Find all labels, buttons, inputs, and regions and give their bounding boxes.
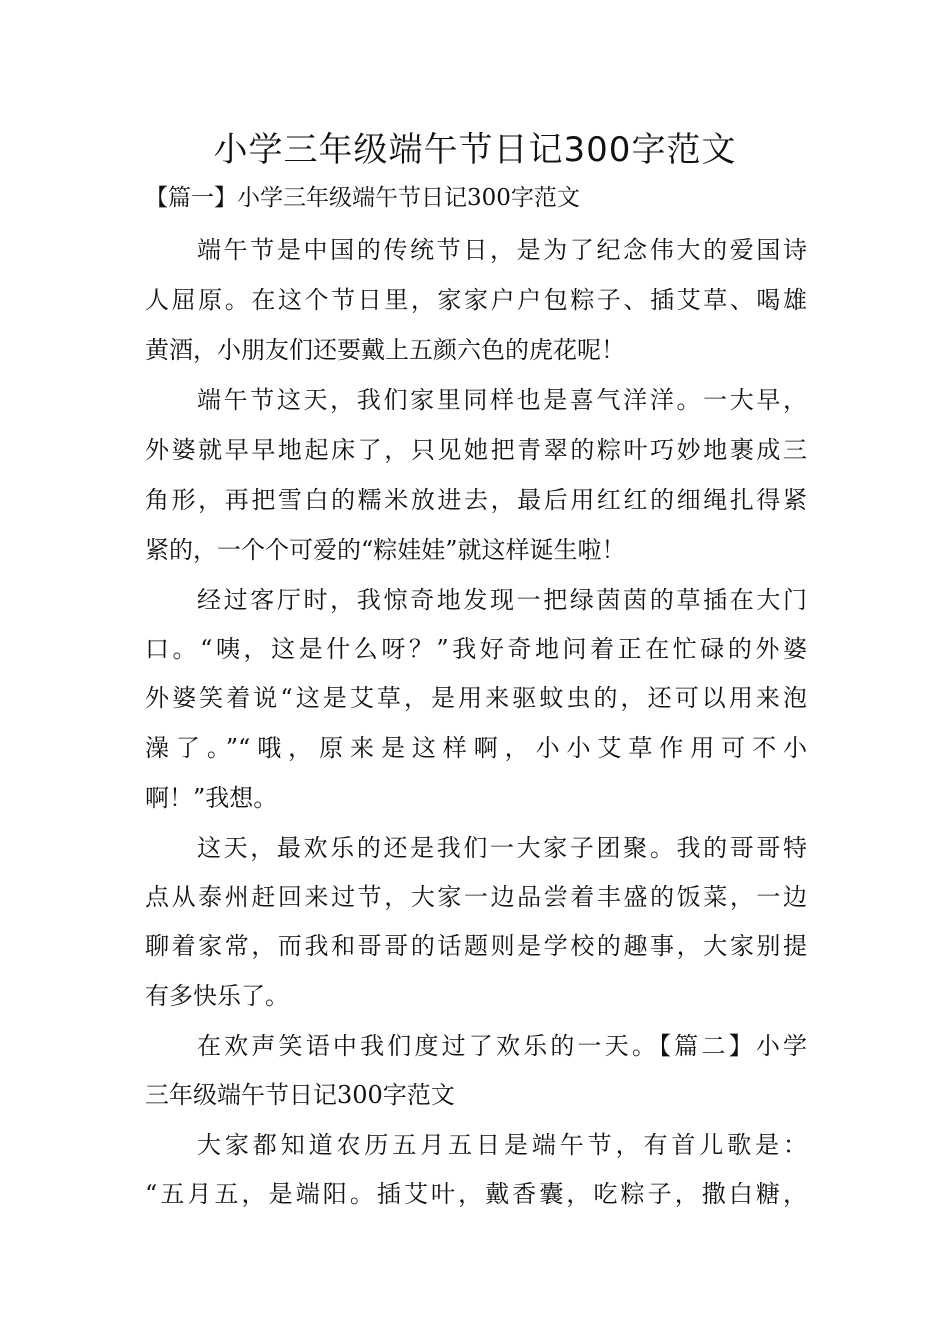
paragraph-line: 端午节这天，我们家里同样也是喜气洋洋。一大早， [197,386,807,414]
document-title: 小学三年级端午节日记300字范文 [213,130,737,170]
paragraph-line: 啊！”我想。 [145,784,278,812]
paragraph-line: 外婆就早早地起床了，只见她把青翠的粽叶巧妙地裹成三 [145,436,807,464]
paragraph-line: 大家都知道农历五月五日是端午节，有首儿歌是： [197,1131,807,1159]
paragraph-line: 紧的，一个个可爱的“粽娃娃”就这样诞生啦！ [145,536,626,564]
paragraph-line: 端午节是中国的传统节日，是为了纪念伟大的爱国诗 [197,236,807,264]
section-heading-1: 【篇一】小学三年级端午节日记300字范文 [145,185,580,211]
paragraph-line: 黄酒，小朋友们还要戴上五颜六色的虎花呢！ [145,336,625,364]
paragraph-line: 点从泰州赶回来过节，大家一边品尝着丰盛的饭菜，一边 [145,883,807,911]
paragraph-line: 三年级端午节日记300字范文 [145,1081,455,1109]
paragraph-line: 有多快乐了。 [145,982,289,1010]
paragraph-line: 口。“咦，这是什么呀？”我好奇地问着正在忙碌的外婆 [145,635,807,663]
paragraph-line: “五月五，是端阳。插艾叶，戴香囊，吃粽子，撒白糖， [145,1180,807,1208]
paragraph-line: 这天，最欢乐的还是我们一大家子团聚。我的哥哥特 [197,834,807,862]
paragraph-line: 在欢声笑语中我们度过了欢乐的一天。【篇二】小学 [197,1032,807,1060]
paragraph-line: 聊着家常，而我和哥哥的话题则是学校的趣事，大家别提 [145,932,807,960]
paragraph-line: 外婆笑着说“这是艾草，是用来驱蚊虫的，还可以用来泡 [145,684,807,712]
paragraph-line: 澡了。”“哦，原来是这样啊，小小艾草作用可不小 [145,734,807,762]
paragraph-line: 经过客厅时，我惊奇地发现一把绿茵茵的草插在大门 [197,586,807,614]
paragraph-line: 人屈原。在这个节日里，家家户户包粽子、插艾草、喝雄 [145,286,807,314]
paragraph-line: 角形，再把雪白的糯米放进去，最后用红红的细绳扎得紧 [145,486,807,514]
